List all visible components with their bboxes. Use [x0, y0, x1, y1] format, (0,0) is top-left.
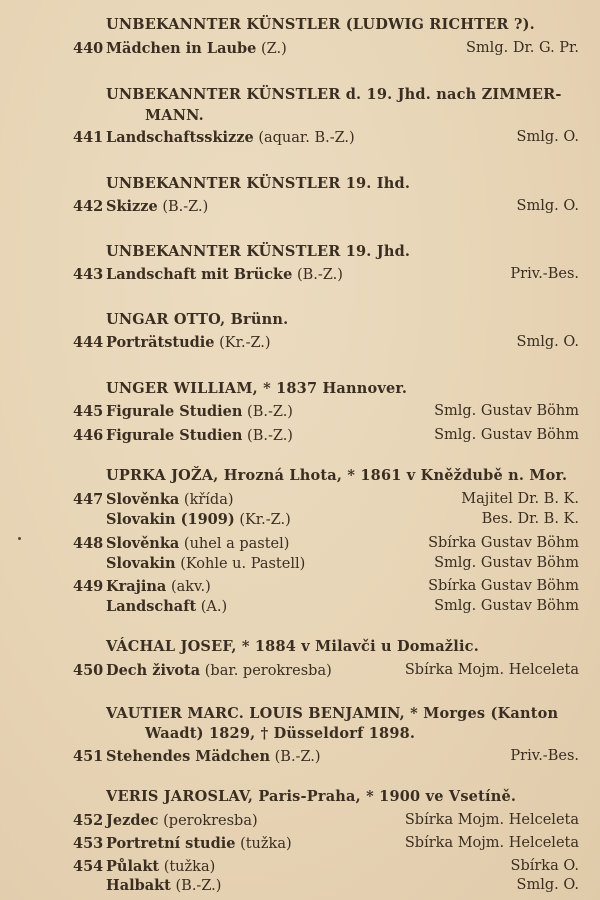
- work-owner: Smlg. O.: [516, 129, 579, 145]
- catalog-number: 442: [73, 198, 104, 215]
- work-owner: Majitel Dr. B. K.: [461, 491, 579, 507]
- catalog-number: 446: [73, 427, 104, 444]
- catalog-row: [0, 535, 600, 557]
- work-owner: Priv.-Bes.: [510, 748, 579, 764]
- work-title: Figurale Studien: [106, 403, 243, 420]
- work-owner: Sbírka Gustav Böhm: [428, 578, 579, 594]
- work-owner: Smlg. O.: [516, 198, 579, 214]
- artist-heading: VERIS JAROSLAV, Paris-Praha, * 1900 ve Vsetíně.: [106, 788, 517, 805]
- work-title: Slověnka: [106, 491, 180, 508]
- work-medium: (B.-Z.): [274, 749, 321, 765]
- work-medium: (Z.): [260, 41, 287, 57]
- work-medium: (B.-Z.): [247, 404, 293, 420]
- work-medium: (Kr.-Z.): [219, 335, 271, 351]
- work-medium: (B.-Z.): [175, 878, 222, 894]
- catalog-number: 450: [73, 662, 104, 679]
- work-title: Jezdec: [106, 812, 159, 829]
- artist-heading: VAUTIER MARC. LOUIS BENJAMIN, * Morges (Kanton: [106, 705, 559, 722]
- catalog-number: 453: [73, 835, 104, 852]
- work-owner: Smlg. Gustav Böhm: [434, 598, 579, 614]
- catalog-row: [0, 835, 600, 857]
- catalog-number: 452: [73, 812, 104, 829]
- artist-heading: UNBEKANNTER KÜNSTLER d. 19. Jhd. nach ZIMMER-: [106, 86, 562, 103]
- work-owner: Sbírka O.: [510, 858, 579, 874]
- work-title: Mädchen in Laube: [106, 40, 257, 57]
- work-owner: Smlg. O.: [516, 877, 579, 893]
- work-title: Skizze: [106, 198, 158, 215]
- catalog-row: [0, 748, 600, 770]
- catalog-row: [0, 662, 600, 684]
- artist-heading-continuation: MANN.: [145, 107, 204, 124]
- artist-heading: UNBEKANNTER KÜNSTLER (LUDWIG RICHTER ?).: [106, 16, 535, 33]
- work-owner: Sbírka Gustav Böhm: [428, 535, 579, 551]
- work-medium: (perokresba): [163, 813, 258, 829]
- catalog-row: [0, 877, 600, 899]
- catalog-row: [0, 812, 600, 834]
- paper-speck: [18, 537, 21, 540]
- catalog-row: [0, 598, 600, 620]
- catalog-row: [0, 555, 600, 577]
- catalog-row: [0, 511, 600, 533]
- work-owner: Sbírka Mojm. Helceleta: [404, 662, 579, 678]
- work-title: Halbakt: [106, 877, 171, 894]
- catalog-number: 447: [73, 491, 104, 508]
- work-title: Porträtstudie: [106, 334, 215, 351]
- work-owner: Bes. Dr. B. K.: [481, 511, 579, 527]
- catalog-number: 448: [73, 535, 104, 552]
- work-title: Půlakt: [106, 858, 160, 875]
- artist-heading: UPRKA JOŽA, Hrozná Lhota, * 1861 v Kněždubě n. Mor.: [106, 467, 568, 484]
- work-owner: Priv.-Bes.: [510, 266, 579, 282]
- catalog-row: [0, 403, 600, 425]
- work-owner: Sbírka Mojm. Helceleta: [404, 835, 579, 851]
- work-title: Landschaftsskizze: [106, 129, 254, 146]
- work-medium: (B.-Z.): [162, 199, 209, 215]
- work-medium: (B.-Z.): [247, 428, 293, 444]
- work-medium: (uhel a pastel): [183, 536, 290, 552]
- work-title: Figurale Studien: [106, 427, 243, 444]
- catalog-number: 444: [73, 334, 104, 351]
- work-medium: (akv.): [170, 579, 211, 595]
- work-medium: (Kr.-Z.): [239, 512, 291, 528]
- work-medium: (aquar. B.-Z.): [258, 130, 355, 146]
- catalog-row: [0, 129, 600, 151]
- work-title: Krajina: [106, 578, 167, 595]
- catalog-row: [0, 491, 600, 513]
- catalog-number: 454: [73, 858, 104, 875]
- work-title: Portretní studie: [106, 835, 236, 852]
- catalog-row: [0, 266, 600, 288]
- catalog-number: 443: [73, 266, 104, 283]
- catalog-row: [0, 427, 600, 449]
- work-owner: Smlg. Gustav Böhm: [434, 555, 579, 571]
- artist-heading: UNBEKANNTER KÜNSTLER 19. Ihd.: [106, 175, 411, 192]
- work-title: Stehendes Mädchen: [106, 748, 271, 765]
- work-medium: (tužka): [163, 859, 216, 875]
- work-owner: Smlg. Dr. G. Pr.: [466, 40, 579, 56]
- catalog-row: [0, 334, 600, 356]
- work-owner: Smlg. Gustav Böhm: [434, 427, 579, 443]
- work-owner: Smlg. Gustav Böhm: [434, 403, 579, 419]
- artist-heading: UNGER WILLIAM, * 1837 Hannover.: [106, 380, 408, 397]
- work-title: Landschaft mit Brücke: [106, 266, 293, 283]
- work-medium: (bar. perokresba): [204, 663, 332, 679]
- catalog-number: 445: [73, 403, 104, 420]
- catalog-number: 440: [73, 40, 104, 57]
- work-title: Slovakin (1909): [106, 511, 235, 528]
- work-title: Slovakin: [106, 555, 176, 572]
- catalog-row: [0, 578, 600, 600]
- work-title: Slověnka: [106, 535, 180, 552]
- work-medium: (B.-Z.): [296, 267, 343, 283]
- catalog-number: 441: [73, 129, 104, 146]
- artist-heading: VÁCHAL JOSEF, * 1884 v Milavči u Domažlic.: [106, 638, 479, 655]
- work-title: Landschaft: [106, 598, 197, 615]
- work-medium: (křída): [183, 492, 234, 508]
- artist-heading: UNGAR OTTO, Brünn.: [106, 311, 289, 328]
- work-owner: Sbírka Mojm. Helceleta: [404, 812, 579, 828]
- work-medium: (A.): [200, 599, 228, 615]
- catalog-number: 449: [73, 578, 104, 595]
- catalog-row: [0, 198, 600, 220]
- artist-heading-continuation: Waadt) 1829, † Düsseldorf 1898.: [145, 725, 416, 742]
- artist-heading: UNBEKANNTER KÜNSTLER 19. Jhd.: [106, 243, 411, 260]
- work-medium: (tužka): [240, 836, 292, 852]
- work-medium: (Kohle u. Pastell): [180, 556, 306, 572]
- catalog-number: 451: [73, 748, 104, 765]
- catalog-row: [0, 40, 600, 62]
- work-title: Dech života: [106, 662, 201, 679]
- work-owner: Smlg. O.: [516, 334, 579, 350]
